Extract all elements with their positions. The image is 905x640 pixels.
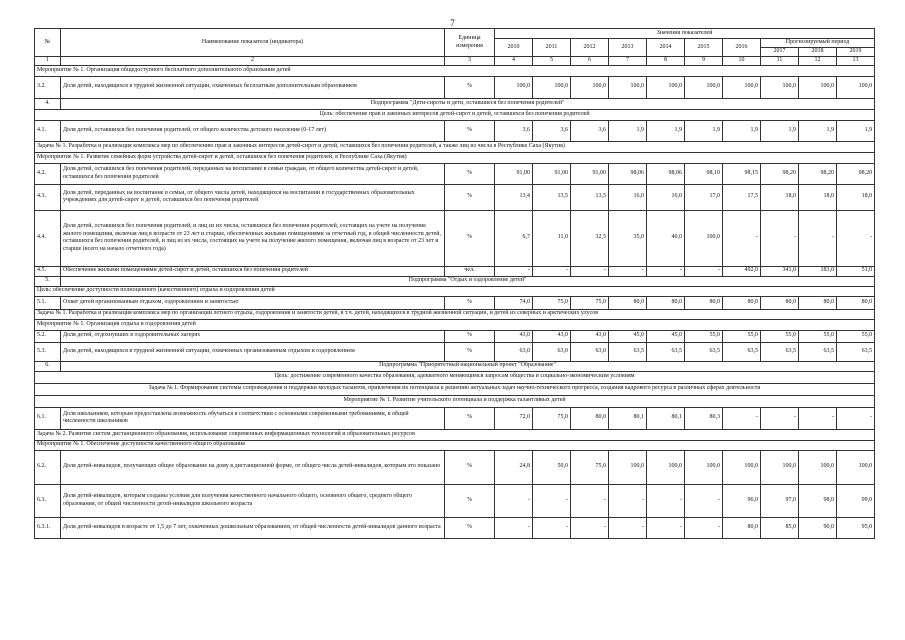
col-number: 8 — [647, 57, 685, 66]
value-cell: 100,0 — [685, 76, 723, 98]
value-cell: 13,5 — [571, 184, 609, 210]
value-cell: 55,0 — [685, 330, 723, 342]
value-cell: 100,0 — [837, 450, 875, 484]
value-cell: 100,0 — [609, 76, 647, 98]
value-cell: 18,0 — [837, 184, 875, 210]
value-cell: 80,0 — [723, 517, 761, 538]
value-cell: 1,9 — [837, 120, 875, 141]
section-text: Цель: достижение современного качества образования, адекватного меняющимся запросам общества и социально-экономическим условиям — [35, 371, 875, 383]
value-cell: 97,0 — [761, 484, 799, 517]
value-cell: - — [761, 407, 799, 429]
value-cell: 43,0 — [495, 330, 533, 342]
value-cell: 72,0 — [495, 407, 533, 429]
subprogram-title: Подпрограмма "Приоритетный национальный проект "Образование" — [61, 361, 875, 371]
row-number: 3.2. — [35, 76, 61, 98]
value-cell: 91,00 — [495, 163, 533, 184]
value-cell: 98,15 — [723, 163, 761, 184]
value-cell: 75,0 — [571, 450, 609, 484]
row-number: 5.2. — [35, 330, 61, 342]
value-cell: - — [685, 266, 723, 276]
value-cell: - — [571, 484, 609, 517]
header-year: 2013 — [609, 39, 647, 57]
section-row — [35, 440, 875, 450]
value-cell: - — [647, 517, 685, 538]
value-cell: 90,0 — [799, 517, 837, 538]
row-number: 6. — [35, 361, 61, 371]
value-cell: - — [647, 484, 685, 517]
header-year: 2010 — [495, 39, 533, 57]
header-col-unit: Единица измерения — [445, 29, 495, 57]
value-cell: 80,0 — [837, 296, 875, 309]
table-row — [35, 296, 875, 309]
header-forecast-year: 2019 — [837, 48, 875, 57]
value-cell: 91,00 — [533, 163, 571, 184]
value-cell: 96,0 — [723, 484, 761, 517]
value-cell: - — [799, 407, 837, 429]
value-cell: 63,0 — [533, 342, 571, 361]
value-cell: 80,0 — [685, 296, 723, 309]
section-text: Мероприятие № 1. Организация отдыха и оздоровления детей — [35, 319, 875, 330]
section-row — [35, 371, 875, 383]
value-cell: 99,0 — [837, 484, 875, 517]
indicator-name: Доля детей-инвалидов в возрасте от 1,5 до 7 лет, охваченных дошкольным образованием, от общей численности детей-инвалидов данного возраста — [61, 517, 445, 538]
value-cell: 63,5 — [723, 342, 761, 361]
value-cell: 45,0 — [609, 330, 647, 342]
value-cell: 43,0 — [533, 330, 571, 342]
indicator-name: Охват детей организованным отдыхом, оздоровлением и занятостью — [61, 296, 445, 309]
table-row — [35, 163, 875, 184]
indicator-name: Доля детей, оставшихся без попечения родителей, от общего количества детского населения (0-17 лет) — [61, 120, 445, 141]
unit-cell: % — [445, 184, 495, 210]
value-cell: 100,0 — [799, 450, 837, 484]
col-number: 2 — [61, 57, 445, 66]
header-values-group: Значения показателей — [495, 29, 875, 39]
section-row — [35, 319, 875, 330]
value-cell: 13,4 — [495, 184, 533, 210]
value-cell: 18,0 — [799, 184, 837, 210]
indicator-name: Доля детей, находящихся в трудной жизненной ситуации, охваченных бесплатным дополнительным образованием — [61, 76, 445, 98]
value-cell: 16,0 — [609, 184, 647, 210]
header-forecast-group: Прогнозируемый период — [761, 39, 875, 48]
subprogram-row — [35, 276, 875, 286]
value-cell: 6,7 — [495, 210, 533, 266]
value-cell: 100,0 — [647, 450, 685, 484]
table-row — [35, 210, 875, 266]
value-cell: 63,5 — [685, 342, 723, 361]
section-text: Задача № 1. Формирование системы сопровождения и поддержки молодых талантов, привлечения их потенциала к решению актуальных задач научно-технического прогресса, создания кадрового ресурса в различных сферах деятельности — [35, 383, 875, 395]
value-cell: - — [533, 266, 571, 276]
value-cell: 100,0 — [495, 76, 533, 98]
value-cell: 1,9 — [723, 120, 761, 141]
value-cell: 100,0 — [761, 76, 799, 98]
table-row — [35, 330, 875, 342]
table-row — [35, 450, 875, 484]
table-row — [35, 120, 875, 141]
section-text: Задача № 1. Разработка и реализация комплекса мер по обеспечению прав и законных интересов детей-сирот и детей, оставшихся без попечения родителей, а также лиц из числа в Республике Саха (Якутия) — [35, 141, 875, 152]
table-row — [35, 484, 875, 517]
value-cell: - — [495, 266, 533, 276]
value-cell: 80,0 — [571, 407, 609, 429]
section-text: Цель: обеспечение доступности полноценного (качественного) отдыха и оздоровления детей — [35, 286, 875, 296]
indicator-name: Доля детей, находящихся в трудной жизненной ситуации, охваченных организованным отдыхом и оздоровлением — [61, 342, 445, 361]
section-row — [35, 152, 875, 163]
value-cell: 55,0 — [837, 330, 875, 342]
section-row — [35, 65, 875, 76]
value-cell: 75,0 — [533, 407, 571, 429]
value-cell: - — [495, 517, 533, 538]
section-text: Мероприятие № 1. Организация общедоступного бесплатного дополнительного образования детей — [35, 65, 875, 76]
value-cell: 13,5 — [533, 184, 571, 210]
col-number: 3 — [445, 57, 495, 66]
value-cell: 74,0 — [495, 296, 533, 309]
value-cell: 17,0 — [685, 184, 723, 210]
col-number: 13 — [837, 57, 875, 66]
indicator-name: Доля детей, переданных на воспитание в семьи, от общего числа детей, находящихся на воспитании в государственных образовательных учреждениях для детей-сирот и детей, оставшихся без попечения родителей — [61, 184, 445, 210]
value-cell: 1,9 — [799, 120, 837, 141]
table-row — [35, 184, 875, 210]
value-cell: 98,0 — [799, 484, 837, 517]
value-cell: 100,0 — [609, 450, 647, 484]
value-cell: 75,0 — [571, 296, 609, 309]
section-text: Мероприятие № 1. Развитие учительского потенциала и поддержка талантливых детей — [35, 395, 875, 407]
header-year: 2011 — [533, 39, 571, 57]
unit-cell: % — [445, 163, 495, 184]
header-year: 2014 — [647, 39, 685, 57]
value-cell: 24,8 — [495, 450, 533, 484]
value-cell: 17,5 — [723, 184, 761, 210]
value-cell: 100,0 — [761, 450, 799, 484]
indicators-table — [34, 28, 875, 539]
value-cell: - — [609, 484, 647, 517]
value-cell: 100,0 — [647, 76, 685, 98]
value-cell: 32,5 — [571, 210, 609, 266]
value-cell: 3,6 — [571, 120, 609, 141]
row-number: 5.1. — [35, 296, 61, 309]
value-cell: - — [495, 484, 533, 517]
value-cell: 95,0 — [837, 517, 875, 538]
header-col-num: № — [35, 29, 61, 57]
indicator-name: Обеспечение жилыми помещениями детей-сирот и детей, оставшихся без попечения родителей — [61, 266, 445, 276]
value-cell: 80,3 — [685, 407, 723, 429]
value-cell: 45,0 — [647, 330, 685, 342]
value-cell: - — [571, 266, 609, 276]
row-number: 4.1. — [35, 120, 61, 141]
col-number: 1 — [35, 57, 61, 66]
value-cell: 100,0 — [685, 450, 723, 484]
value-cell: 3,6 — [533, 120, 571, 141]
section-row — [35, 309, 875, 319]
value-cell: 100,0 — [723, 450, 761, 484]
header-col-name: Наименование показателя (индикатора) — [61, 29, 445, 57]
value-cell: - — [799, 210, 837, 266]
value-cell: 63,5 — [761, 342, 799, 361]
table-row — [35, 266, 875, 276]
indicator-name: Доля детей, оставшихся без попечения родителей, переданных на воспитание в семьи граждан, от общего количества детей-сирот и детей, оставшихся без попечения родителей — [61, 163, 445, 184]
value-cell: - — [837, 407, 875, 429]
unit-cell: % — [445, 120, 495, 141]
value-cell: 63,5 — [647, 342, 685, 361]
value-cell: 80,0 — [723, 296, 761, 309]
value-cell: 43,0 — [571, 330, 609, 342]
unit-cell: % — [445, 76, 495, 98]
value-cell: 98,10 — [685, 163, 723, 184]
value-cell: 63,5 — [837, 342, 875, 361]
value-cell: 16,0 — [647, 184, 685, 210]
value-cell: - — [837, 210, 875, 266]
section-text: Задача № 1. Разработка и реализация комплекса мер по организации летнего отдыха, оздоровления и занятости детей, в т.ч. детей, находящихся в трудной жизненной ситуации, и детей из северных и арктических улусов — [35, 309, 875, 319]
col-number: 4 — [495, 57, 533, 66]
value-cell: - — [685, 484, 723, 517]
table-header — [35, 29, 875, 66]
value-cell: - — [723, 407, 761, 429]
section-text: Задача № 2. Развитие систем дистанционного образования, использование современных информационных технологий и образовательных ресурсов — [35, 429, 875, 440]
value-cell: 50,0 — [533, 450, 571, 484]
header-forecast-year: 2017 — [761, 48, 799, 57]
subprogram-title: Подпрограмма "Отдых и оздоровление детей" — [61, 276, 875, 286]
value-cell: - — [609, 266, 647, 276]
unit-cell: % — [445, 342, 495, 361]
unit-cell: % — [445, 407, 495, 429]
value-cell: 100,0 — [723, 76, 761, 98]
row-number: 4.5. — [35, 266, 61, 276]
value-cell: - — [571, 517, 609, 538]
row-number: 5. — [35, 276, 61, 286]
section-row — [35, 141, 875, 152]
col-number: 7 — [609, 57, 647, 66]
value-cell: 55,0 — [761, 330, 799, 342]
row-number: 5.3. — [35, 342, 61, 361]
value-cell: 1,9 — [609, 120, 647, 141]
unit-cell: % — [445, 330, 495, 342]
table-row — [35, 407, 875, 429]
header-year: 2016 — [723, 39, 761, 57]
value-cell: 100,0 — [685, 210, 723, 266]
value-cell: 98,06 — [647, 163, 685, 184]
value-cell: 3,6 — [495, 120, 533, 141]
col-number: 6 — [571, 57, 609, 66]
unit-cell: % — [445, 517, 495, 538]
row-number: 6.3. — [35, 484, 61, 517]
col-number: 11 — [761, 57, 799, 66]
row-number: 4.2. — [35, 163, 61, 184]
indicator-name: Доля детей, отдохнувших в оздоровительных лагерях — [61, 330, 445, 342]
value-cell: 91,00 — [571, 163, 609, 184]
value-cell: - — [685, 517, 723, 538]
value-cell: 63,0 — [571, 342, 609, 361]
value-cell: - — [533, 517, 571, 538]
table-row — [35, 76, 875, 98]
value-cell: - — [533, 484, 571, 517]
value-cell: 1,9 — [685, 120, 723, 141]
value-cell: 100,0 — [837, 76, 875, 98]
unit-cell: % — [445, 450, 495, 484]
value-cell: 1,9 — [647, 120, 685, 141]
value-cell: 100,0 — [799, 76, 837, 98]
section-row — [35, 429, 875, 440]
value-cell: 18,0 — [761, 184, 799, 210]
value-cell: 85,0 — [761, 517, 799, 538]
section-text: Мероприятие № 1. Развитие семейных форм устройства детей-сирот и детей, оставшихся без попечения родителей, в Республике Саха (Якутия) — [35, 152, 875, 163]
value-cell: 100,0 — [571, 76, 609, 98]
value-cell: 51,0 — [837, 266, 875, 276]
row-number: 4. — [35, 98, 61, 109]
value-cell: - — [647, 266, 685, 276]
section-row — [35, 109, 875, 120]
value-cell: 40,0 — [647, 210, 685, 266]
value-cell: 98,20 — [837, 163, 875, 184]
row-number: 6.2. — [35, 450, 61, 484]
col-number: 5 — [533, 57, 571, 66]
unit-cell: чел. — [445, 266, 495, 276]
value-cell: 55,0 — [723, 330, 761, 342]
section-text: Мероприятие № 1. Обеспечение доступности качественного общего образования — [35, 440, 875, 450]
value-cell: 98,20 — [761, 163, 799, 184]
subprogram-title: Подпрограмма "Дети-сироты и дети, оставшиеся без попечения родителей" — [61, 98, 875, 109]
section-row — [35, 383, 875, 395]
row-number: 6.3.1. — [35, 517, 61, 538]
value-cell: 55,0 — [799, 330, 837, 342]
table-body — [35, 65, 875, 538]
row-number: 4.4. — [35, 210, 61, 266]
value-cell: 80,0 — [647, 296, 685, 309]
value-cell: 80,1 — [609, 407, 647, 429]
value-cell: 100,0 — [533, 76, 571, 98]
value-cell: 1,9 — [761, 120, 799, 141]
col-number: 10 — [723, 57, 761, 66]
value-cell: - — [761, 210, 799, 266]
unit-cell: % — [445, 210, 495, 266]
header-year: 2015 — [685, 39, 723, 57]
value-cell: 11,0 — [533, 210, 571, 266]
value-cell: 63,5 — [609, 342, 647, 361]
value-cell: 63,0 — [495, 342, 533, 361]
value-cell: 35,0 — [609, 210, 647, 266]
value-cell: 80,0 — [761, 296, 799, 309]
section-text: Цель: обеспечение прав и законных интересов детей-сирот и детей, оставшихся без попечения родителей — [35, 109, 875, 120]
value-cell: 63,5 — [799, 342, 837, 361]
value-cell: - — [609, 517, 647, 538]
unit-cell: % — [445, 296, 495, 309]
value-cell: 98,06 — [609, 163, 647, 184]
subprogram-row — [35, 361, 875, 371]
indicator-name: Доля детей-инвалидов, получающих общее образование на дому в дистанционной форме, от общего числа детей-инвалидов, которым это показано — [61, 450, 445, 484]
row-number: 6.1. — [35, 407, 61, 429]
section-row — [35, 286, 875, 296]
header-year: 2012 — [571, 39, 609, 57]
indicator-name: Доля школьников, которым предоставлена возможность обучаться в соответствии с основными современными требованиями, в общей численности школьников — [61, 407, 445, 429]
indicator-name: Доля детей, оставшихся без попечения родителей, и лиц из их числа, оставшихся без попечения родителей, состоящих на учете на получение жилого помещения, включая лиц в возрасте от 23 лет и старше, обеспеченных жилыми помещениями за отчетный год, в общей численности детей, оставшихся без попечения родителей, и лиц из их числа, состоящих на учете на получение жилого помещения, включая лиц в возрасте от 23 лет и старше (всего на начало отчетного года) — [61, 210, 445, 266]
table-row — [35, 517, 875, 538]
value-cell: 341,0 — [761, 266, 799, 276]
value-cell: - — [723, 210, 761, 266]
value-cell: 80,0 — [799, 296, 837, 309]
value-cell: 183,0 — [799, 266, 837, 276]
indicator-name: Доля детей-инвалидов, которым созданы условия для получения качественного начального общего, основного общего, среднего общего образования, от общей численности детей-инвалидов школьного возраста — [61, 484, 445, 517]
subprogram-row — [35, 98, 875, 109]
header-forecast-year: 2018 — [799, 48, 837, 57]
table-row — [35, 342, 875, 361]
value-cell: 98,20 — [799, 163, 837, 184]
col-number: 12 — [799, 57, 837, 66]
value-cell: 80,0 — [609, 296, 647, 309]
section-row — [35, 395, 875, 407]
value-cell: 492,0 — [723, 266, 761, 276]
page-number: 7 — [450, 18, 455, 28]
col-number: 9 — [685, 57, 723, 66]
value-cell: 75,0 — [533, 296, 571, 309]
row-number: 4.3. — [35, 184, 61, 210]
unit-cell: % — [445, 484, 495, 517]
value-cell: 80,1 — [647, 407, 685, 429]
